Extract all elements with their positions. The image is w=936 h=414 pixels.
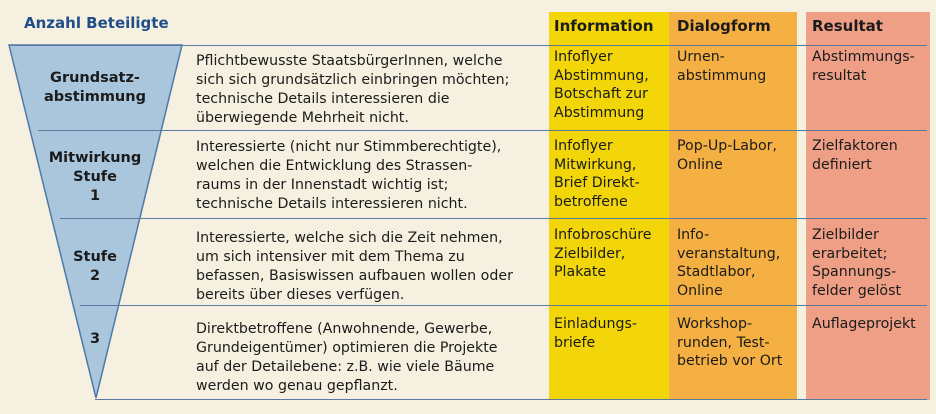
row-description: Interessierte, welche sich die Zeit nehmen, um sich intensiver mit dem Thema zu befassen, Basiswissen aufbauen wollen oder bereits über dieses verfügen. [196, 230, 513, 303]
row-divider [95, 399, 927, 400]
information-cell: Infobroschüre Zielbilder, Plakate [554, 227, 652, 280]
level-label: Mitwirkung Stufe 1 [48, 150, 142, 204]
resultat-cell: Zielfaktoren definiert [812, 138, 898, 173]
dialogform-cell: Info- veranstaltung, Stadtlabor, Online [677, 227, 781, 299]
header-information: Information [554, 17, 654, 35]
resultat-cell: Abstimmungs- resultat [812, 49, 915, 84]
participation-funnel [0, 0, 200, 414]
row-description: Interessierte (nicht nur Stimmberechtigte), welchen die Entwicklung des Strassen- raums in der Innenstadt wichtig ist; technische Details interessieren nicht. [196, 139, 502, 212]
information-cell: Infoflyer Mitwirkung, Brief Direkt- betroffene [554, 138, 640, 210]
level-label: 3 [89, 331, 101, 347]
row-divider [80, 305, 927, 306]
resultat-cell: Auflageprojekt [812, 316, 916, 332]
header-resultat: Resultat [812, 17, 883, 35]
row-description: Pflichtbewusste StaatsbürgerInnen, welche sich sich grundsätzlich einbringen möchten; technische Details interessieren die überwiegende Mehrheit nicht. [196, 53, 510, 126]
page-title: Anzahl Beteiligte [24, 14, 169, 32]
row-divider [38, 130, 927, 131]
level-label: Stufe 2 [73, 249, 117, 284]
information-cell: Infoflyer Abstimmung, Botschaft zur Abstimmung [554, 49, 649, 121]
information-cell: Einladungs- briefe [554, 316, 638, 351]
row-divider [60, 218, 927, 219]
header-dialogform: Dialogform [677, 17, 771, 35]
dialogform-cell: Urnen- abstimmung [677, 49, 767, 84]
dialogform-cell: Workshop- runden, Test- betrieb vor Ort [677, 316, 783, 369]
dialogform-cell: Pop-Up-Labor, Online [677, 138, 777, 173]
row-description: Direktbetroffene (Anwohnende, Gewerbe, Grundeigentümer) optimieren die Projekte auf der Detailebene: z.B. wie viele Bäume werden wo genau gepflanzt. [196, 321, 498, 394]
row-divider [9, 45, 927, 46]
level-label: Grundsatz- abstimmung [44, 70, 146, 105]
resultat-cell: Zielbilder erarbeitet; Spannungs- felder gelöst [812, 227, 902, 299]
